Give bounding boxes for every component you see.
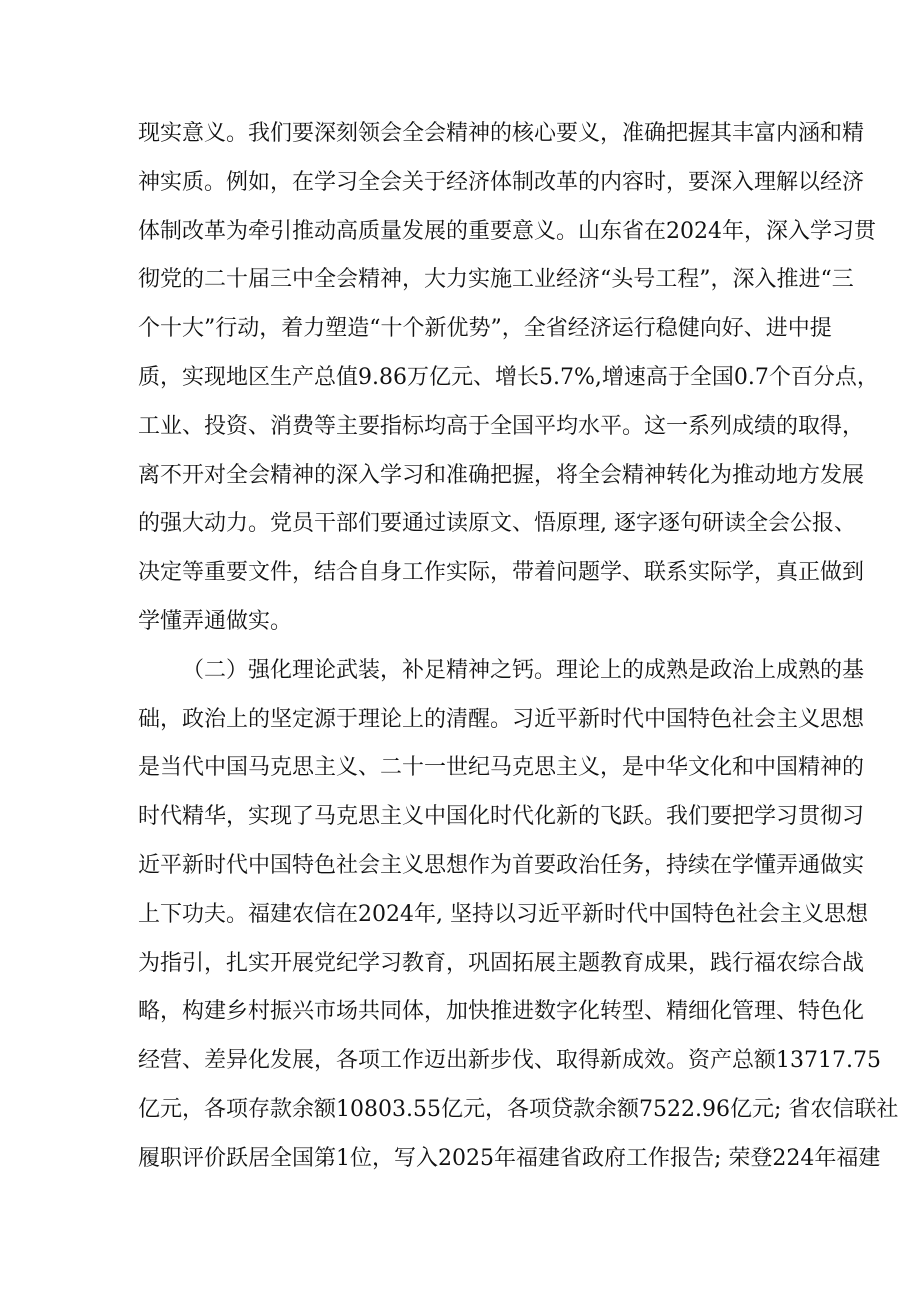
text-line: 略，构建乡村振兴市场共同体，加快推进数字化转型、精细化管理、特色化 (138, 999, 865, 1025)
text-line: 经营、差异化发展，各项工作迈出新步伐、取得新成效。资产总额13717.75 (138, 1048, 881, 1074)
text-line: 神实质。例如，在学习全会关于经济体制改革的内容时，要深入理解以经济 (138, 169, 865, 195)
text-line: 现实意义。我们要深刻领会全会精神的核心要义，准确把握其丰富内涵和精 (138, 121, 865, 146)
text-line: （二）强化理论武装，补足精神之钙。理论上的成熟是政治上成熟的基 (182, 657, 865, 683)
text-line: 质，实现地区生产总值9.86万亿元、增长5.7%,增速高于全国0.7个百分点， (138, 364, 879, 390)
text-line: 的强大动力。党员干部们要通过读原文、悟原理, 逐字逐句研读全会公报、 (138, 511, 856, 537)
text-line: 个十大”行动，着力塑造“十个新优势”，全省经济运行稳健向好、进中提 (138, 316, 832, 342)
text-line: 履职评价跃居全国第1位，写入2025年福建省政府工作报告; 荣登224年福建 (138, 1145, 881, 1171)
text-line: 上下功夫。福建农信在2024年, 坚持以习近平新时代中国特色社会主义思想 (138, 901, 868, 927)
text-line: 近平新时代中国特色社会主义思想作为首要政治任务，持续在学懂弄通做实 (138, 852, 865, 878)
text-line: 离不开对全会精神的深入学习和准确把握，将全会精神转化为推动地方发展 (138, 462, 865, 488)
text-line: 体制改革为牵引推动高质量发展的重要意义。山东省在2024年，深入学习贯 (138, 218, 876, 244)
text-line: 学懂弄通做实。 (138, 608, 293, 634)
document-body (138, 110, 899, 1184)
text-line: 是当代中国马克思主义、二十一世纪马克思主义，是中华文化和中国精神的 (138, 755, 865, 781)
text-line: 决定等重要文件，结合自身工作实际，带着问题学、联系实际学，真正做到 (138, 560, 865, 586)
text-line: 亿元，各项存款余额10803.55亿元，各项贷款余额7522.96亿元; 省农信联社 (138, 1096, 899, 1122)
text-line: 础，政治上的坚定源于理论上的清醒。习近平新时代中国特色社会主义思想 (138, 706, 865, 732)
text-line: 工业、投资、消费等主要指标均高于全国平均水平。这一系列成绩的取得， (138, 413, 865, 439)
paragraph-2 (138, 647, 899, 1184)
text-line: 时代精华，实现了马克思主义中国化时代化新的飞跃。我们要把学习贯彻习 (138, 804, 865, 830)
paragraph-1 (138, 110, 879, 647)
text-line: 彻党的二十届三中全会精神，大力实施工业经济“头号工程”，深入推进“三 (138, 267, 854, 293)
text-line: 为指引，扎实开展党纪学习教育，巩固拓展主题教育成果，践行福农综合战 (138, 950, 865, 976)
